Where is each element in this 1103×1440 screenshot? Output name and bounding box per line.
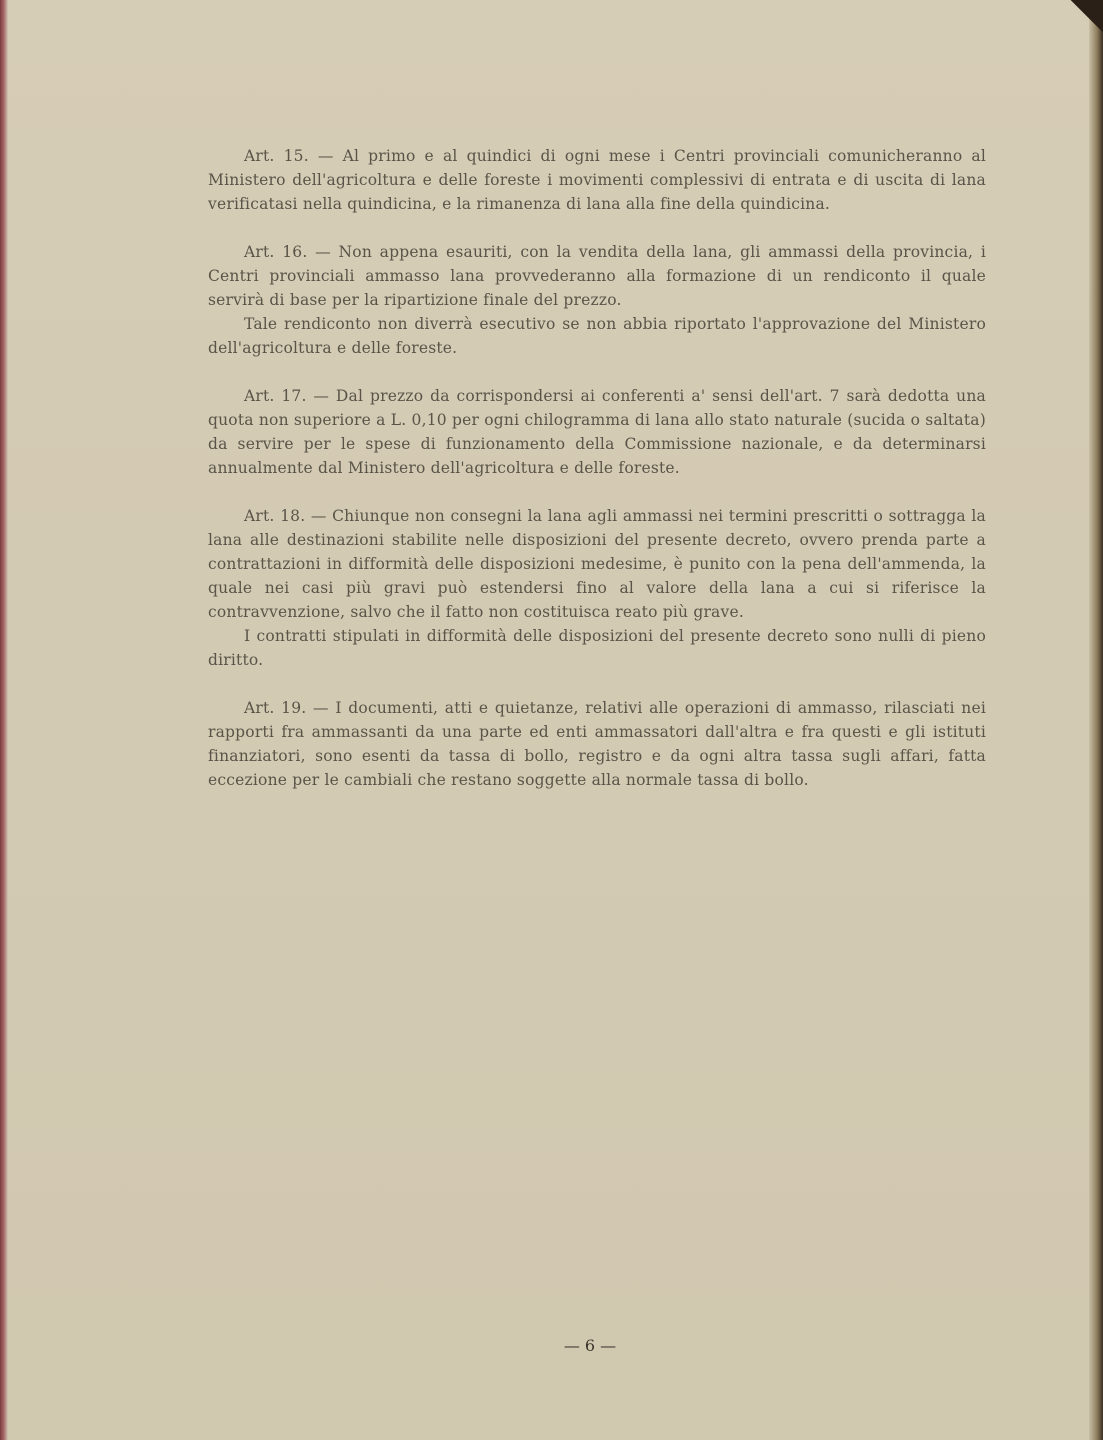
article-15: [208, 144, 986, 216]
page-corner-shadow: [1063, 0, 1103, 40]
body-text: [208, 144, 986, 816]
article-16-paragraph-1: Art. 16. — Non appena esauriti, con la vendita della lana, gli ammassi della provincia, i Centri provinciali ammasso lana provvederanno alla formazione di un rendiconto il quale servirà di base per la ripartizione finale del prezzo.: [208, 243, 986, 309]
article-17-paragraph-1: Art. 17. — Dal prezzo da corrispondersi ai conferenti a' sensi dell'art. 7 sarà dedotta una quota non superiore a L. 0,10 per ogni chilogramma di lana allo stato naturale (sucida o saltata) da servire per le spese di funzionamento della Commissione nazionale, e da determinarsi annualmente dal Ministero dell'agricoltura e delle foreste.: [208, 387, 986, 477]
page-number: — 6 —: [563, 1336, 617, 1355]
article-19: [208, 696, 986, 792]
article-16-paragraph-2: Tale rendiconto non diverrà esecutivo se non abbia riportato l'approvazione del Ministero dell'agricoltura e delle foreste.: [208, 315, 986, 357]
page-binding-edge: [0, 0, 8, 1440]
article-19-paragraph-1: Art. 19. — I documenti, atti e quietanze, relativi alle operazioni di ammasso, rilasciati nei rapporti fra ammassanti da una parte ed enti ammassatori dall'altra e fra questi e gli istituti finanziatori, sono esenti da tassa di bollo, registro e da ogni altra tassa sugli affari, fatta eccezione per le cambiali che restano soggette alla normale tassa di bollo.: [208, 699, 986, 789]
article-18-paragraph-2: I contratti stipulati in difformità delle disposizioni del presente decreto sono nulli di pieno diritto.: [208, 627, 986, 669]
article-15-paragraph-1: Art. 15. — Al primo e al quindici di ogni mese i Centri provinciali comunicheranno al Ministero dell'agricoltura e delle foreste i movimenti complessivi di entrata e di uscita di lana verificatasi nella quindicina, e la rimanenza di lana alla fine della quindicina.: [208, 147, 986, 213]
article-16: [208, 240, 986, 360]
article-17: [208, 384, 986, 480]
article-18: [208, 504, 986, 672]
article-18-paragraph-1: Art. 18. — Chiunque non consegni la lana agli ammassi nei termini prescritti o sottragga la lana alle destinazioni stabilite nelle disposizioni del presente decreto, ovvero prenda parte a contrattazioni in difformità delle disposizioni medesime, è punito con la pena dell'ammenda, la quale nei casi più gravi può estendersi fino al valore della lana a cui si riferisce la contravvenzione, salvo che il fatto non costituisca reato più grave.: [208, 507, 986, 621]
page-right-edge: [1089, 0, 1103, 1440]
